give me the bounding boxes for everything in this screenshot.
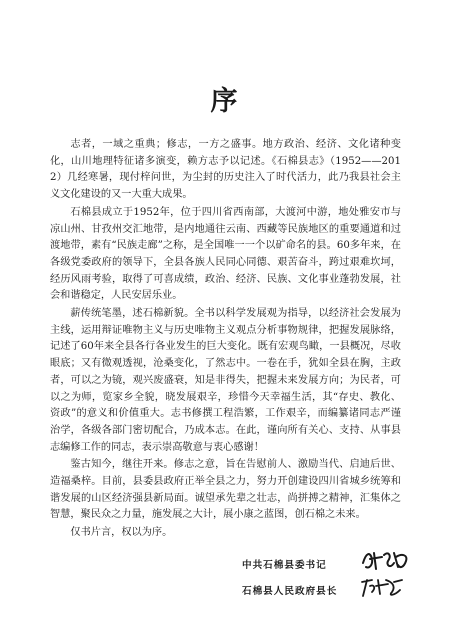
signature-title-county-head: 石棉县人民政府县长 <box>242 586 338 597</box>
handwritten-signature-2 <box>358 574 406 600</box>
paragraph-4: 鉴古知今，继往开来。修志之意，旨在告慰前人、激励当代、启迪后世、造福桑梓。目前，县委县政府正举全县之力，努力开创建设四川省城乡统筹和谐发展的山区经济强县新局面。诚望承先辈之壮志，尚拼搏之精神，汇集体之智慧，聚民众之力量，施发展之大计，展小康之蓝图，创石棉之未来。 <box>50 459 401 521</box>
closing-line: 仅书片言，权以为序。 <box>70 527 173 539</box>
preface-body <box>50 137 401 543</box>
page-title: 序 <box>210 86 240 117</box>
signature-title-party-secretary: 中共石棉县委书记 <box>242 560 327 571</box>
handwritten-signature-1 <box>360 547 412 573</box>
paragraph-2: 石棉县成立于1952年，位于四川省西南部，大渡河中游，地处雅安市与凉山州、甘孜州交汇地带，是内地通往云南、西藏等民族地区的重要通道和过渡地带，素有“民族走廊”之称，是全国唯一一个以矿命名的县。60多年来，在各级党委政府的领导下，全县各族人民同心同德、艰苦奋斗，跨过艰难坎坷，经历风雨考验，取得了可喜成绩，政治、经济、民族、文化事业蓬勃发展，社会和谐稳定，人民安居乐业。 <box>50 206 401 302</box>
paragraph-1: 志者，一域之重典；修志，一方之盛事。地方政治、经济、文化诸种变化，山川地理特征诸多演变，赖方志予以记述。《石棉县志》（1952——2012）几经寒暑，现付梓问世，为尘封的历史注入了时代活力，此乃我县社会主义文化建设的又一大重大成果。 <box>50 139 401 201</box>
paragraph-3: 薪传统笔墨，述石棉新貌。全书以科学发展观为指导，以经济社会发展为主线，运用辩证唯物主义与历史唯物主义观点分析事物规律，把握发展脉络，记述了60年来全县各行各业发生的巨大变化。既有宏观鸟瞰，一县概况，尽收眼底；又有微观透视，沧桑变化，了然志中。一卷在手，犹如全县在胸，主政者，可以之为镜，观兴废盛衰，知是非得失，把握未来发展方向；为民者，可以之为师，览家乡全貌，晓发展艰辛，珍惜今天幸福生活，其“存史、教化、资政”的意义和价值重大。志书修撰工程浩繁，工作艰辛，而编纂诸同志严谨治学，各级各部门密切配合，乃成本志。在此，谨向所有关心、支持、从事县志编修工作的同志，表示崇高敬意与衷心感谢！ <box>50 308 401 453</box>
